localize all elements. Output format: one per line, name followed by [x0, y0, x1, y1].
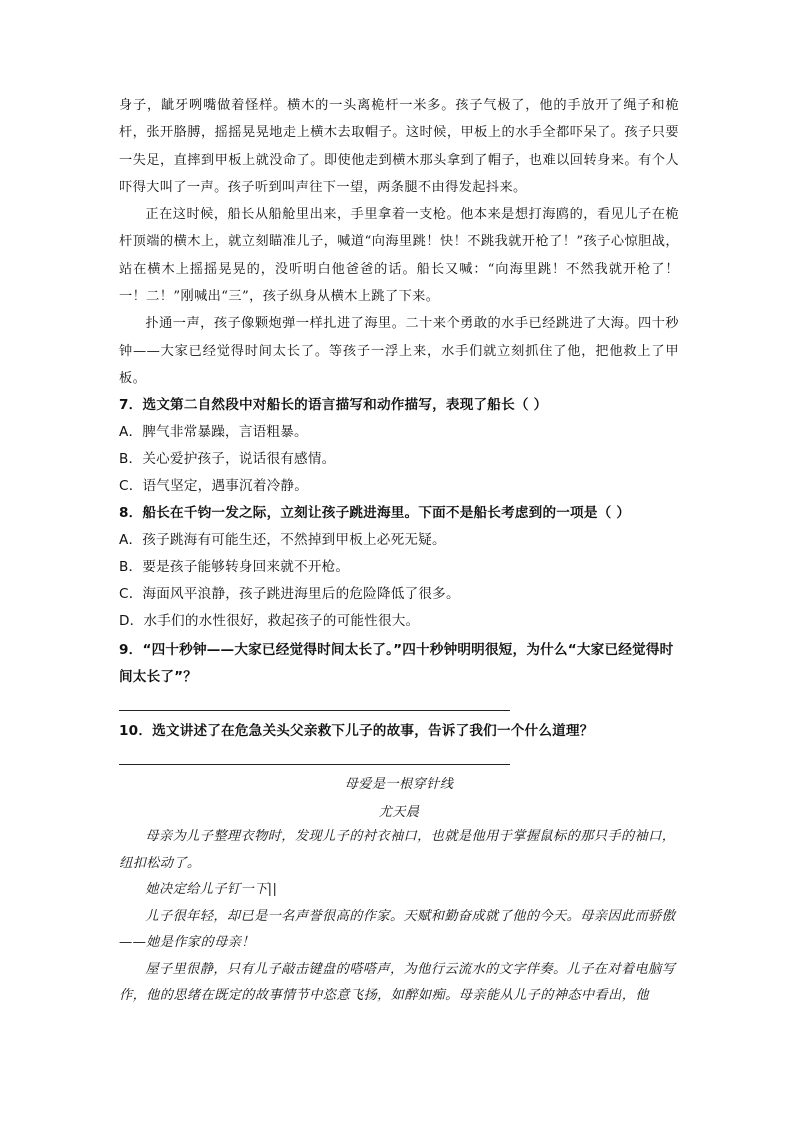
question-7-option-b: B．关心爱护孩子，说话很有感情。: [119, 451, 336, 467]
answer-line-q9[interactable]: [119, 710, 510, 711]
question-8-option-c: C．海面风平浪静，孩子跳进海里后的危险降低了很多。: [119, 586, 460, 602]
story1-text: [119, 92, 679, 392]
question-9-stem: 9．“四十秒钟——大家已经觉得时间太长了。”四十秒钟明明很短，为什么“大家已经觉得时间太长了”？: [119, 642, 674, 685]
question-7-option-c: C．语气坚定，遇事沉着冷静。: [119, 478, 309, 494]
story2-text: [119, 824, 679, 1010]
story2-paragraph-1: 母亲为儿子整理衣物时，发现儿子的衬衣袖口，也就是他用于掌握鼠标的那只手的袖口，纽扣松动了。: [119, 829, 676, 871]
question-8-stem: 8．船长在千钧一发之际，立刻让孩子跳进海里。下面不是船长考虑到的一项是（ ）: [119, 505, 631, 521]
question-8-option-a: A．孩子跳海有可能生还，不然掉到甲板上必死无疑。: [119, 532, 446, 548]
question-8: [119, 500, 679, 635]
question-7: [119, 392, 679, 500]
question-8-option-d: D．水手们的水性很好，救起孩子的可能性很大。: [119, 613, 420, 629]
story2-paragraph-3: 儿子很年轻，却已是一名声誉很高的作家。天赋和勤奋成就了他的今天。母亲因此而骄傲——她是作家的母亲！: [119, 908, 676, 950]
story1-paragraph-1: 身子，龇牙咧嘴做着怪样。横木的一头离桅杆一米多。孩子气极了，他的手放开了绳子和桅杆，张开胳膊，摇摇晃晃地走上横木去取帽子。这时候，甲板上的水手全都吓呆了。孩子只要一失足，直摔到甲板上就没命了。即使他走到横木那头拿到了帽子，也难以回转身来。有个人吓得大叫了一声。孩子听到叫声往下一望，两条腿不由得发起抖来。: [119, 98, 679, 195]
question-7-stem: 7．选文第二自然段中对船长的语言描写和动作描写，表现了船长（ ）: [119, 397, 548, 413]
story1-paragraph-3: 扑通一声，孩子像颗炮弹一样扎进了海里。二十来个勇敢的水手已经跳进了大海。四十秒钟——大家已经觉得时间太长了。等孩子一浮上来，水手们就立刻抓住了他，把他救上了甲板。: [119, 316, 679, 386]
story1-paragraph-2: 正在这时候，船长从船舱里出来，手里拿着一支枪。他本来是想打海鸥的，看见儿子在桅杆顶端的横木上，就立刻瞄准儿子，喊道“向海里跳！快！不跳我就开枪了！”孩子心惊胆战，站在横木上摇摇晃晃的，没听明白他爸爸的话。船长又喊：“向海里跳！不然我就开枪了！一！二！”刚喊出“三”，孩子纵身从横木上跳了下来。: [119, 207, 679, 305]
question-10-stem: 10．选文讲述了在危急关头父亲救下儿子的故事，告诉了我们一个什么道理？: [119, 723, 594, 739]
answer-line-q10[interactable]: [119, 764, 510, 765]
question-10: [119, 718, 679, 745]
question-9: [119, 637, 679, 691]
story2-paragraph-2: 她决定给儿子钉一下||: [145, 882, 278, 897]
story2-paragraph-4: 屋子里很静，只有儿子敲击键盘的嗒嗒声，为他行云流水的文字伴奏。儿子在对着电脑写作，他的思绪在既定的故事情节中恣意飞扬，如醉如痴。母亲能从儿子的神态中看出，他: [119, 961, 676, 1003]
story2-author: 尤天晨: [378, 805, 420, 820]
question-7-option-a: A．脾气非常暴躁，言语粗暴。: [119, 424, 308, 440]
question-8-option-b: B．要是孩子能够转身回来就不开枪。: [119, 559, 350, 575]
story2-title: 母爱是一根穿针线: [344, 777, 454, 792]
